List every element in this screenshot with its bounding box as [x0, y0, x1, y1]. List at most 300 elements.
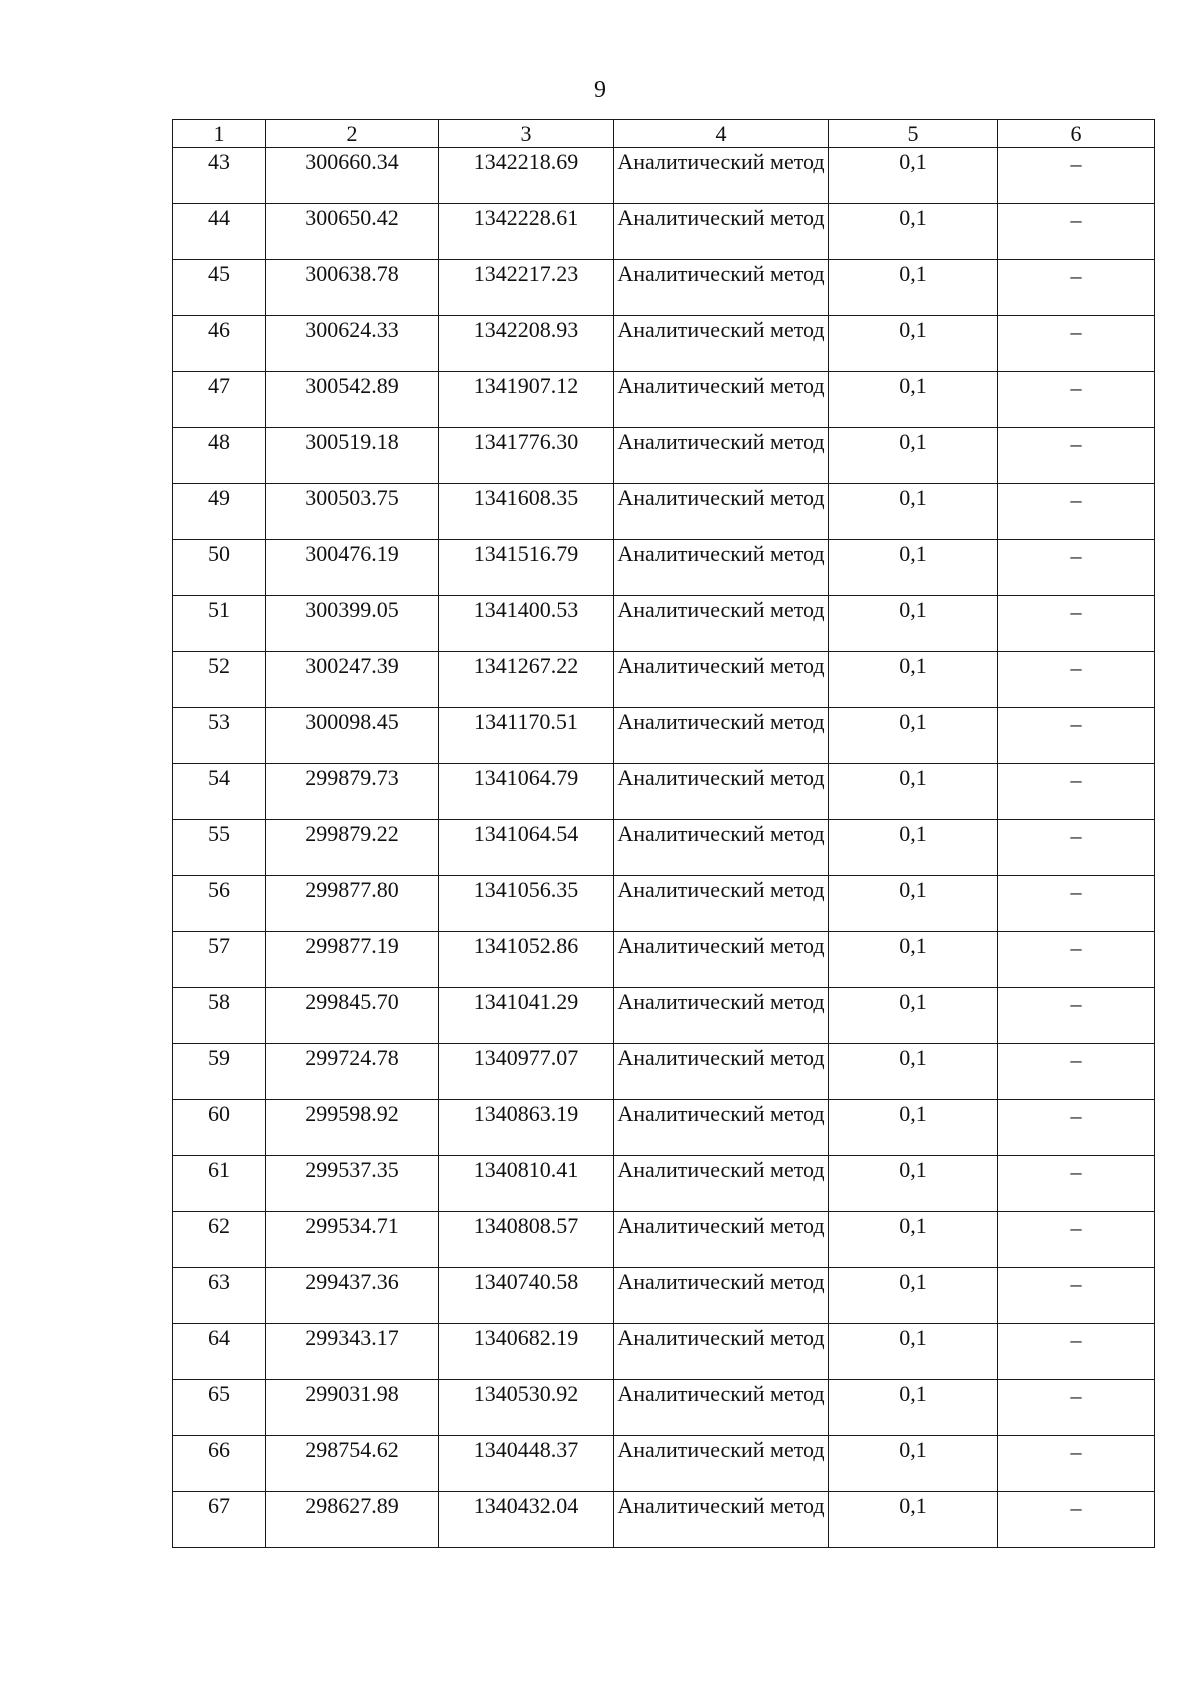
accuracy-cell-text: 0,1	[899, 1101, 927, 1126]
note-cell-text: –	[1070, 767, 1082, 792]
note-cell	[998, 932, 1155, 988]
x-coordinate-cell	[266, 764, 439, 820]
point-number-cell	[173, 876, 266, 932]
x-coordinate-cell-text: 300660.34	[305, 149, 399, 174]
note-cell-text: –	[1070, 599, 1082, 624]
accuracy-cell-text: 0,1	[899, 1269, 927, 1294]
method-cell	[614, 1156, 829, 1212]
accuracy-cell-text: 0,1	[899, 1045, 927, 1070]
y-coordinate-cell	[439, 596, 614, 652]
point-number-cell-text: 48	[208, 429, 230, 454]
note-cell	[998, 372, 1155, 428]
page-number: 9	[594, 77, 606, 103]
x-coordinate-cell-text: 300624.33	[305, 317, 399, 342]
column-header-4: 4	[614, 120, 829, 148]
x-coordinate-cell	[266, 316, 439, 372]
method-cell	[614, 428, 829, 484]
accuracy-cell	[829, 260, 998, 316]
table-row	[173, 1212, 1155, 1268]
method-cell	[614, 1044, 829, 1100]
accuracy-cell	[829, 1212, 998, 1268]
method-cell	[614, 372, 829, 428]
note-cell-text: –	[1070, 1495, 1082, 1520]
x-coordinate-cell	[266, 652, 439, 708]
accuracy-cell	[829, 820, 998, 876]
point-number-cell	[173, 204, 266, 260]
y-coordinate-cell-text: 1340810.41	[473, 1157, 579, 1182]
y-coordinate-cell	[439, 1268, 614, 1324]
table-row	[173, 1492, 1155, 1548]
method-cell-text: Аналитический метод	[617, 485, 825, 510]
note-cell	[998, 1268, 1155, 1324]
point-number-cell-text: 60	[208, 1101, 230, 1126]
table-row	[173, 596, 1155, 652]
note-cell-text: –	[1070, 991, 1082, 1016]
accuracy-cell	[829, 1492, 998, 1548]
method-cell	[614, 988, 829, 1044]
note-cell	[998, 652, 1155, 708]
y-coordinate-cell-text: 1340977.07	[473, 1045, 579, 1070]
point-number-cell	[173, 932, 266, 988]
column-header-1: 1	[173, 120, 266, 148]
y-coordinate-cell	[439, 876, 614, 932]
point-number-cell	[173, 988, 266, 1044]
note-cell-text: –	[1070, 151, 1082, 176]
x-coordinate-cell-text: 300638.78	[305, 261, 399, 286]
y-coordinate-cell	[439, 372, 614, 428]
y-coordinate-cell	[439, 316, 614, 372]
accuracy-cell	[829, 596, 998, 652]
point-number-cell-text: 65	[208, 1381, 230, 1406]
y-coordinate-cell	[439, 1324, 614, 1380]
y-coordinate-cell-text: 1341170.51	[474, 709, 578, 734]
accuracy-cell-text: 0,1	[899, 653, 927, 678]
table-row	[173, 1380, 1155, 1436]
x-coordinate-cell	[266, 988, 439, 1044]
method-cell	[614, 1380, 829, 1436]
y-coordinate-cell-text: 1340682.19	[473, 1325, 579, 1350]
method-cell-text: Аналитический метод	[617, 205, 825, 230]
note-cell-text: –	[1070, 823, 1082, 848]
method-cell-text: Аналитический метод	[617, 317, 825, 342]
x-coordinate-cell-text: 300650.42	[305, 205, 399, 230]
note-cell-text: –	[1070, 319, 1082, 344]
x-coordinate-cell	[266, 1492, 439, 1548]
table-body	[173, 148, 1155, 1548]
method-cell-text: Аналитический метод	[617, 933, 825, 958]
y-coordinate-cell-text: 1341056.35	[473, 877, 579, 902]
note-cell	[998, 1324, 1155, 1380]
point-number-cell	[173, 1436, 266, 1492]
note-cell	[998, 316, 1155, 372]
y-coordinate-cell	[439, 260, 614, 316]
x-coordinate-cell	[266, 1324, 439, 1380]
note-cell	[998, 820, 1155, 876]
point-number-cell-text: 63	[208, 1269, 230, 1294]
accuracy-cell	[829, 1044, 998, 1100]
x-coordinate-cell-text: 298754.62	[305, 1437, 399, 1462]
x-coordinate-cell	[266, 540, 439, 596]
table-header	[173, 120, 1155, 148]
y-coordinate-cell	[439, 540, 614, 596]
coordinates-table	[172, 119, 1155, 1548]
point-number-cell-text: 49	[208, 485, 230, 510]
x-coordinate-cell-text: 299343.17	[305, 1325, 399, 1350]
note-cell-text: –	[1070, 543, 1082, 568]
y-coordinate-cell-text: 1341907.12	[473, 373, 579, 398]
point-number-cell	[173, 1212, 266, 1268]
accuracy-cell	[829, 876, 998, 932]
x-coordinate-cell	[266, 876, 439, 932]
method-cell	[614, 764, 829, 820]
accuracy-cell-text: 0,1	[899, 821, 927, 846]
note-cell-text: –	[1070, 1215, 1082, 1240]
accuracy-cell	[829, 932, 998, 988]
y-coordinate-cell	[439, 932, 614, 988]
point-number-cell	[173, 540, 266, 596]
note-cell	[998, 204, 1155, 260]
y-coordinate-cell-text: 1341516.79	[473, 541, 579, 566]
note-cell-text: –	[1070, 935, 1082, 960]
note-cell-text: –	[1070, 263, 1082, 288]
point-number-cell-text: 53	[208, 709, 230, 734]
x-coordinate-cell	[266, 708, 439, 764]
point-number-cell	[173, 652, 266, 708]
table-row	[173, 988, 1155, 1044]
point-number-cell-text: 50	[208, 541, 230, 566]
accuracy-cell	[829, 428, 998, 484]
accuracy-cell	[829, 372, 998, 428]
x-coordinate-cell	[266, 596, 439, 652]
y-coordinate-cell	[439, 428, 614, 484]
y-coordinate-cell	[439, 988, 614, 1044]
method-cell	[614, 1492, 829, 1548]
x-coordinate-cell	[266, 204, 439, 260]
table-row	[173, 260, 1155, 316]
point-number-cell-text: 43	[208, 149, 230, 174]
x-coordinate-cell-text: 300542.89	[305, 373, 399, 398]
method-cell-text: Аналитический метод	[617, 149, 825, 174]
point-number-cell-text: 54	[208, 765, 230, 790]
note-cell-text: –	[1070, 1327, 1082, 1352]
point-number-cell	[173, 1044, 266, 1100]
x-coordinate-cell	[266, 1436, 439, 1492]
note-cell	[998, 1212, 1155, 1268]
x-coordinate-cell-text: 299877.80	[305, 877, 399, 902]
y-coordinate-cell-text: 1340740.58	[473, 1269, 579, 1294]
accuracy-cell-text: 0,1	[899, 933, 927, 958]
accuracy-cell-text: 0,1	[899, 205, 927, 230]
point-number-cell-text: 67	[208, 1493, 230, 1518]
y-coordinate-cell-text: 1340808.57	[473, 1213, 579, 1238]
note-cell-text: –	[1070, 1047, 1082, 1072]
y-coordinate-cell-text: 1342217.23	[473, 261, 579, 286]
note-cell-text: –	[1070, 711, 1082, 736]
table-row	[173, 876, 1155, 932]
accuracy-cell-text: 0,1	[899, 989, 927, 1014]
point-number-cell-text: 57	[208, 933, 230, 958]
accuracy-cell	[829, 316, 998, 372]
y-coordinate-cell-text: 1341052.86	[473, 933, 579, 958]
method-cell-text: Аналитический метод	[617, 429, 825, 454]
point-number-cell	[173, 1100, 266, 1156]
method-cell	[614, 260, 829, 316]
accuracy-cell	[829, 484, 998, 540]
method-cell	[614, 876, 829, 932]
y-coordinate-cell	[439, 1492, 614, 1548]
point-number-cell	[173, 428, 266, 484]
y-coordinate-cell-text: 1340432.04	[473, 1493, 579, 1518]
x-coordinate-cell-text: 300247.39	[305, 653, 399, 678]
note-cell	[998, 1492, 1155, 1548]
x-coordinate-cell	[266, 1044, 439, 1100]
x-coordinate-cell-text: 299879.73	[305, 765, 399, 790]
note-cell-text: –	[1070, 1103, 1082, 1128]
x-coordinate-cell	[266, 932, 439, 988]
accuracy-cell-text: 0,1	[899, 765, 927, 790]
point-number-cell	[173, 316, 266, 372]
point-number-cell	[173, 1324, 266, 1380]
y-coordinate-cell-text: 1342228.61	[473, 205, 579, 230]
method-cell	[614, 708, 829, 764]
y-coordinate-cell-text: 1340448.37	[473, 1437, 579, 1462]
method-cell-text: Аналитический метод	[617, 541, 825, 566]
method-cell-text: Аналитический метод	[617, 1045, 825, 1070]
accuracy-cell-text: 0,1	[899, 149, 927, 174]
y-coordinate-cell	[439, 652, 614, 708]
method-cell-text: Аналитический метод	[617, 1213, 825, 1238]
x-coordinate-cell	[266, 260, 439, 316]
method-cell-text: Аналитический метод	[617, 1269, 825, 1294]
y-coordinate-cell	[439, 204, 614, 260]
method-cell	[614, 652, 829, 708]
method-cell-text: Аналитический метод	[617, 877, 825, 902]
accuracy-cell-text: 0,1	[899, 373, 927, 398]
note-cell-text: –	[1070, 1439, 1082, 1464]
accuracy-cell-text: 0,1	[899, 1437, 927, 1462]
point-number-cell	[173, 764, 266, 820]
x-coordinate-cell-text: 300476.19	[305, 541, 399, 566]
point-number-cell-text: 46	[208, 317, 230, 342]
note-cell	[998, 260, 1155, 316]
point-number-cell-text: 55	[208, 821, 230, 846]
note-cell	[998, 428, 1155, 484]
table-row	[173, 540, 1155, 596]
column-header-6: 6	[998, 120, 1155, 148]
y-coordinate-cell	[439, 1436, 614, 1492]
note-cell	[998, 540, 1155, 596]
point-number-cell	[173, 820, 266, 876]
accuracy-cell-text: 0,1	[899, 1381, 927, 1406]
x-coordinate-cell-text: 299724.78	[305, 1045, 399, 1070]
table-row	[173, 652, 1155, 708]
y-coordinate-cell-text: 1341400.53	[473, 597, 579, 622]
point-number-cell-text: 56	[208, 877, 230, 902]
table-row	[173, 1324, 1155, 1380]
y-coordinate-cell	[439, 1212, 614, 1268]
accuracy-cell-text: 0,1	[899, 261, 927, 286]
point-number-cell	[173, 484, 266, 540]
y-coordinate-cell-text: 1341041.29	[473, 989, 579, 1014]
accuracy-cell	[829, 204, 998, 260]
table-row	[173, 148, 1155, 204]
method-cell-text: Аналитический метод	[617, 821, 825, 846]
y-coordinate-cell-text: 1341608.35	[473, 485, 579, 510]
x-coordinate-cell-text: 299534.71	[305, 1213, 399, 1238]
y-coordinate-cell-text: 1340863.19	[473, 1101, 579, 1126]
y-coordinate-cell	[439, 820, 614, 876]
point-number-cell-text: 51	[208, 597, 230, 622]
note-cell	[998, 1044, 1155, 1100]
x-coordinate-cell-text: 299845.70	[305, 989, 399, 1014]
method-cell	[614, 1436, 829, 1492]
x-coordinate-cell-text: 300519.18	[305, 429, 399, 454]
method-cell	[614, 316, 829, 372]
y-coordinate-cell-text: 1341776.30	[473, 429, 579, 454]
note-cell	[998, 988, 1155, 1044]
x-coordinate-cell-text: 300503.75	[305, 485, 399, 510]
column-header-3: 3	[439, 120, 614, 148]
table-row	[173, 1100, 1155, 1156]
method-cell-text: Аналитический метод	[617, 653, 825, 678]
x-coordinate-cell-text: 298627.89	[305, 1493, 399, 1518]
x-coordinate-cell	[266, 148, 439, 204]
accuracy-cell-text: 0,1	[899, 1213, 927, 1238]
point-number-cell	[173, 1492, 266, 1548]
y-coordinate-cell-text: 1341064.79	[473, 765, 579, 790]
accuracy-cell-text: 0,1	[899, 597, 927, 622]
accuracy-cell	[829, 988, 998, 1044]
point-number-cell-text: 45	[208, 261, 230, 286]
note-cell	[998, 148, 1155, 204]
method-cell	[614, 204, 829, 260]
accuracy-cell-text: 0,1	[899, 1157, 927, 1182]
accuracy-cell	[829, 1268, 998, 1324]
note-cell-text: –	[1070, 1159, 1082, 1184]
method-cell	[614, 596, 829, 652]
method-cell-text: Аналитический метод	[617, 989, 825, 1014]
point-number-cell-text: 44	[208, 205, 230, 230]
note-cell	[998, 1380, 1155, 1436]
x-coordinate-cell	[266, 1100, 439, 1156]
x-coordinate-cell-text: 299437.36	[305, 1269, 399, 1294]
accuracy-cell-text: 0,1	[899, 317, 927, 342]
note-cell	[998, 1436, 1155, 1492]
method-cell-text: Аналитический метод	[617, 1157, 825, 1182]
accuracy-cell	[829, 1156, 998, 1212]
method-cell	[614, 1212, 829, 1268]
note-cell-text: –	[1070, 431, 1082, 456]
point-number-cell	[173, 1380, 266, 1436]
point-number-cell	[173, 708, 266, 764]
point-number-cell-text: 62	[208, 1213, 230, 1238]
column-header-5: 5	[829, 120, 998, 148]
note-cell-text: –	[1070, 375, 1082, 400]
accuracy-cell	[829, 1380, 998, 1436]
accuracy-cell	[829, 652, 998, 708]
point-number-cell-text: 47	[208, 373, 230, 398]
x-coordinate-cell	[266, 1156, 439, 1212]
method-cell	[614, 1324, 829, 1380]
table-row	[173, 372, 1155, 428]
method-cell-text: Аналитический метод	[617, 597, 825, 622]
x-coordinate-cell	[266, 484, 439, 540]
point-number-cell	[173, 1268, 266, 1324]
accuracy-cell-text: 0,1	[899, 541, 927, 566]
method-cell	[614, 932, 829, 988]
accuracy-cell	[829, 708, 998, 764]
table-row	[173, 1156, 1155, 1212]
note-cell	[998, 1100, 1155, 1156]
y-coordinate-cell	[439, 1044, 614, 1100]
x-coordinate-cell	[266, 428, 439, 484]
table-row	[173, 1044, 1155, 1100]
x-coordinate-cell-text: 299879.22	[305, 821, 399, 846]
point-number-cell-text: 66	[208, 1437, 230, 1462]
y-coordinate-cell	[439, 484, 614, 540]
y-coordinate-cell-text: 1341267.22	[473, 653, 579, 678]
method-cell-text: Аналитический метод	[617, 1381, 825, 1406]
point-number-cell	[173, 372, 266, 428]
y-coordinate-cell	[439, 148, 614, 204]
x-coordinate-cell-text: 299031.98	[305, 1381, 399, 1406]
accuracy-cell	[829, 148, 998, 204]
accuracy-cell-text: 0,1	[899, 709, 927, 734]
header-row	[173, 120, 1155, 148]
note-cell-text: –	[1070, 487, 1082, 512]
point-number-cell	[173, 596, 266, 652]
table-row	[173, 764, 1155, 820]
table-row	[173, 204, 1155, 260]
accuracy-cell	[829, 764, 998, 820]
accuracy-cell	[829, 1436, 998, 1492]
method-cell	[614, 1268, 829, 1324]
accuracy-cell-text: 0,1	[899, 1325, 927, 1350]
y-coordinate-cell	[439, 708, 614, 764]
method-cell-text: Аналитический метод	[617, 709, 825, 734]
x-coordinate-cell	[266, 1212, 439, 1268]
note-cell	[998, 876, 1155, 932]
note-cell	[998, 596, 1155, 652]
note-cell	[998, 484, 1155, 540]
y-coordinate-cell	[439, 1380, 614, 1436]
point-number-cell-text: 61	[208, 1157, 230, 1182]
note-cell	[998, 708, 1155, 764]
table-row	[173, 316, 1155, 372]
column-header-2: 2	[266, 120, 439, 148]
note-cell-text: –	[1070, 655, 1082, 680]
x-coordinate-cell-text: 299877.19	[305, 933, 399, 958]
accuracy-cell-text: 0,1	[899, 429, 927, 454]
method-cell-text: Аналитический метод	[617, 1493, 825, 1518]
note-cell-text: –	[1070, 1271, 1082, 1296]
y-coordinate-cell-text: 1341064.54	[473, 821, 579, 846]
table-row	[173, 1268, 1155, 1324]
accuracy-cell	[829, 540, 998, 596]
x-coordinate-cell-text: 300399.05	[305, 597, 399, 622]
table-row	[173, 932, 1155, 988]
y-coordinate-cell-text: 1340530.92	[473, 1381, 579, 1406]
accuracy-cell-text: 0,1	[899, 485, 927, 510]
x-coordinate-cell	[266, 820, 439, 876]
accuracy-cell-text: 0,1	[899, 877, 927, 902]
point-number-cell-text: 64	[208, 1325, 230, 1350]
method-cell	[614, 1100, 829, 1156]
point-number-cell-text: 59	[208, 1045, 230, 1070]
note-cell	[998, 764, 1155, 820]
table-row	[173, 484, 1155, 540]
method-cell	[614, 540, 829, 596]
